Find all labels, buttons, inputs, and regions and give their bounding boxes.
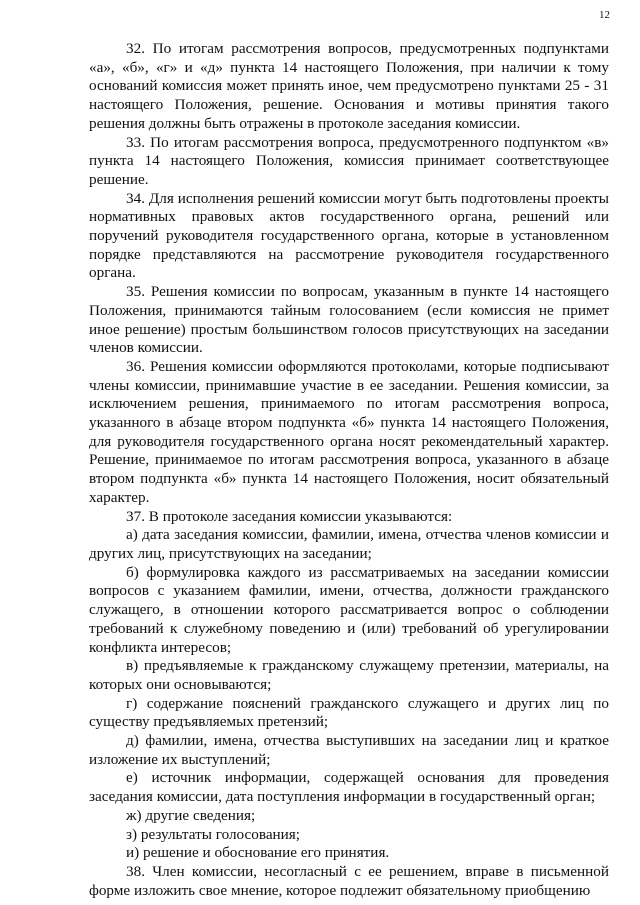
list-item-b: б) формулировка каждого из рассматриваемых на заседании комиссии вопросов с указанием фамилии, имени, отчества, должности гражданского служащего, в отношении которого рассматривается вопрос о соблюдении требований к служебному поведению и (или) требований об урегулировании конфликта интересов; (89, 563, 609, 656)
list-item-d: д) фамилии, имена, отчества выступивших на заседании лиц и краткое изложение их выступлений; (89, 732, 609, 768)
paragraph-32: 32. По итогам рассмотрения вопросов, предусмотренных подпунктами «а», «б», «г» и «д» пункта 14 настоящего Положения, при наличии к тому оснований комиссия может принять иное, чем предусмотрено пунктами 25 - 31 настоящего Положения, решение. Основания и мотивы принятия такого решения должны быть отражены в протоколе заседания комиссии. (89, 40, 609, 132)
list-item-zh: ж) другие сведения; (126, 806, 256, 824)
document-body (89, 40, 609, 900)
paragraph-33: 33. По итогам рассмотрения вопроса, предусмотренного подпунктом «в» пункта 14 настоящего Положения, комиссия принимает соответствующее решение. (89, 133, 609, 188)
list-item-a: а) дата заседания комиссии, фамилии, имена, отчества членов комиссии и других лиц, присутствующих на заседании; (89, 526, 609, 562)
list-item-e: е) источник информации, содержащей основания для проведения заседания комиссии, дата поступления информации в государственный орган; (89, 769, 609, 806)
paragraph-35: 35. Решения комиссии по вопросам, указанным в пункте 14 настоящего Положения, принимаются тайным голосованием (если комиссия не примет иное решение) простым большинством голосов присутствующих на заседании членов комиссии. (89, 283, 609, 357)
paragraph-36: 36. Решения комиссии оформляются протоколами, которые подписывают члены комиссии, принимавшие участие в ее заседании. Решения комиссии, за исключением решения, принимаемого по итогам рассмотрения вопроса, указанного в абзаце втором подпункта «б» пункта 14 настоящего Положения, для руководителя государственного органа носят рекомендательный характер. Решение, принимаемое по итогам рассмотрения вопроса, указанного в абзаце втором подпункта «б» пункта 14 настоящего Положения, носит обязательный характер. (89, 357, 609, 506)
page-number: 12 (599, 9, 610, 21)
paragraph-38: 38. Член комиссии, несогласный с ее решением, вправе в письменной форме изложить свое мнение, которое подлежит обязательному приобщению (89, 862, 609, 899)
paragraph-37: 37. В протоколе заседания комиссии указываются: (126, 507, 453, 525)
paragraph-34: 34. Для исполнения решений комиссии могут быть подготовлены проекты нормативных правовых актов государственного органа, решений или поручений руководителя государственного органа, которые в установленном порядке представляются на рассмотрение руководителя государственного органа. (89, 189, 609, 282)
list-item-v: в) предъявляемые к гражданскому служащему претензии, материалы, на которых они основываются; (89, 657, 609, 693)
list-item-g: г) содержание пояснений гражданского служащего и других лиц по существу предъявляемых претензий; (89, 694, 609, 731)
list-item-i: и) решение и обоснование его принятия. (126, 844, 390, 862)
list-item-z: з) результаты голосования; (126, 825, 301, 843)
